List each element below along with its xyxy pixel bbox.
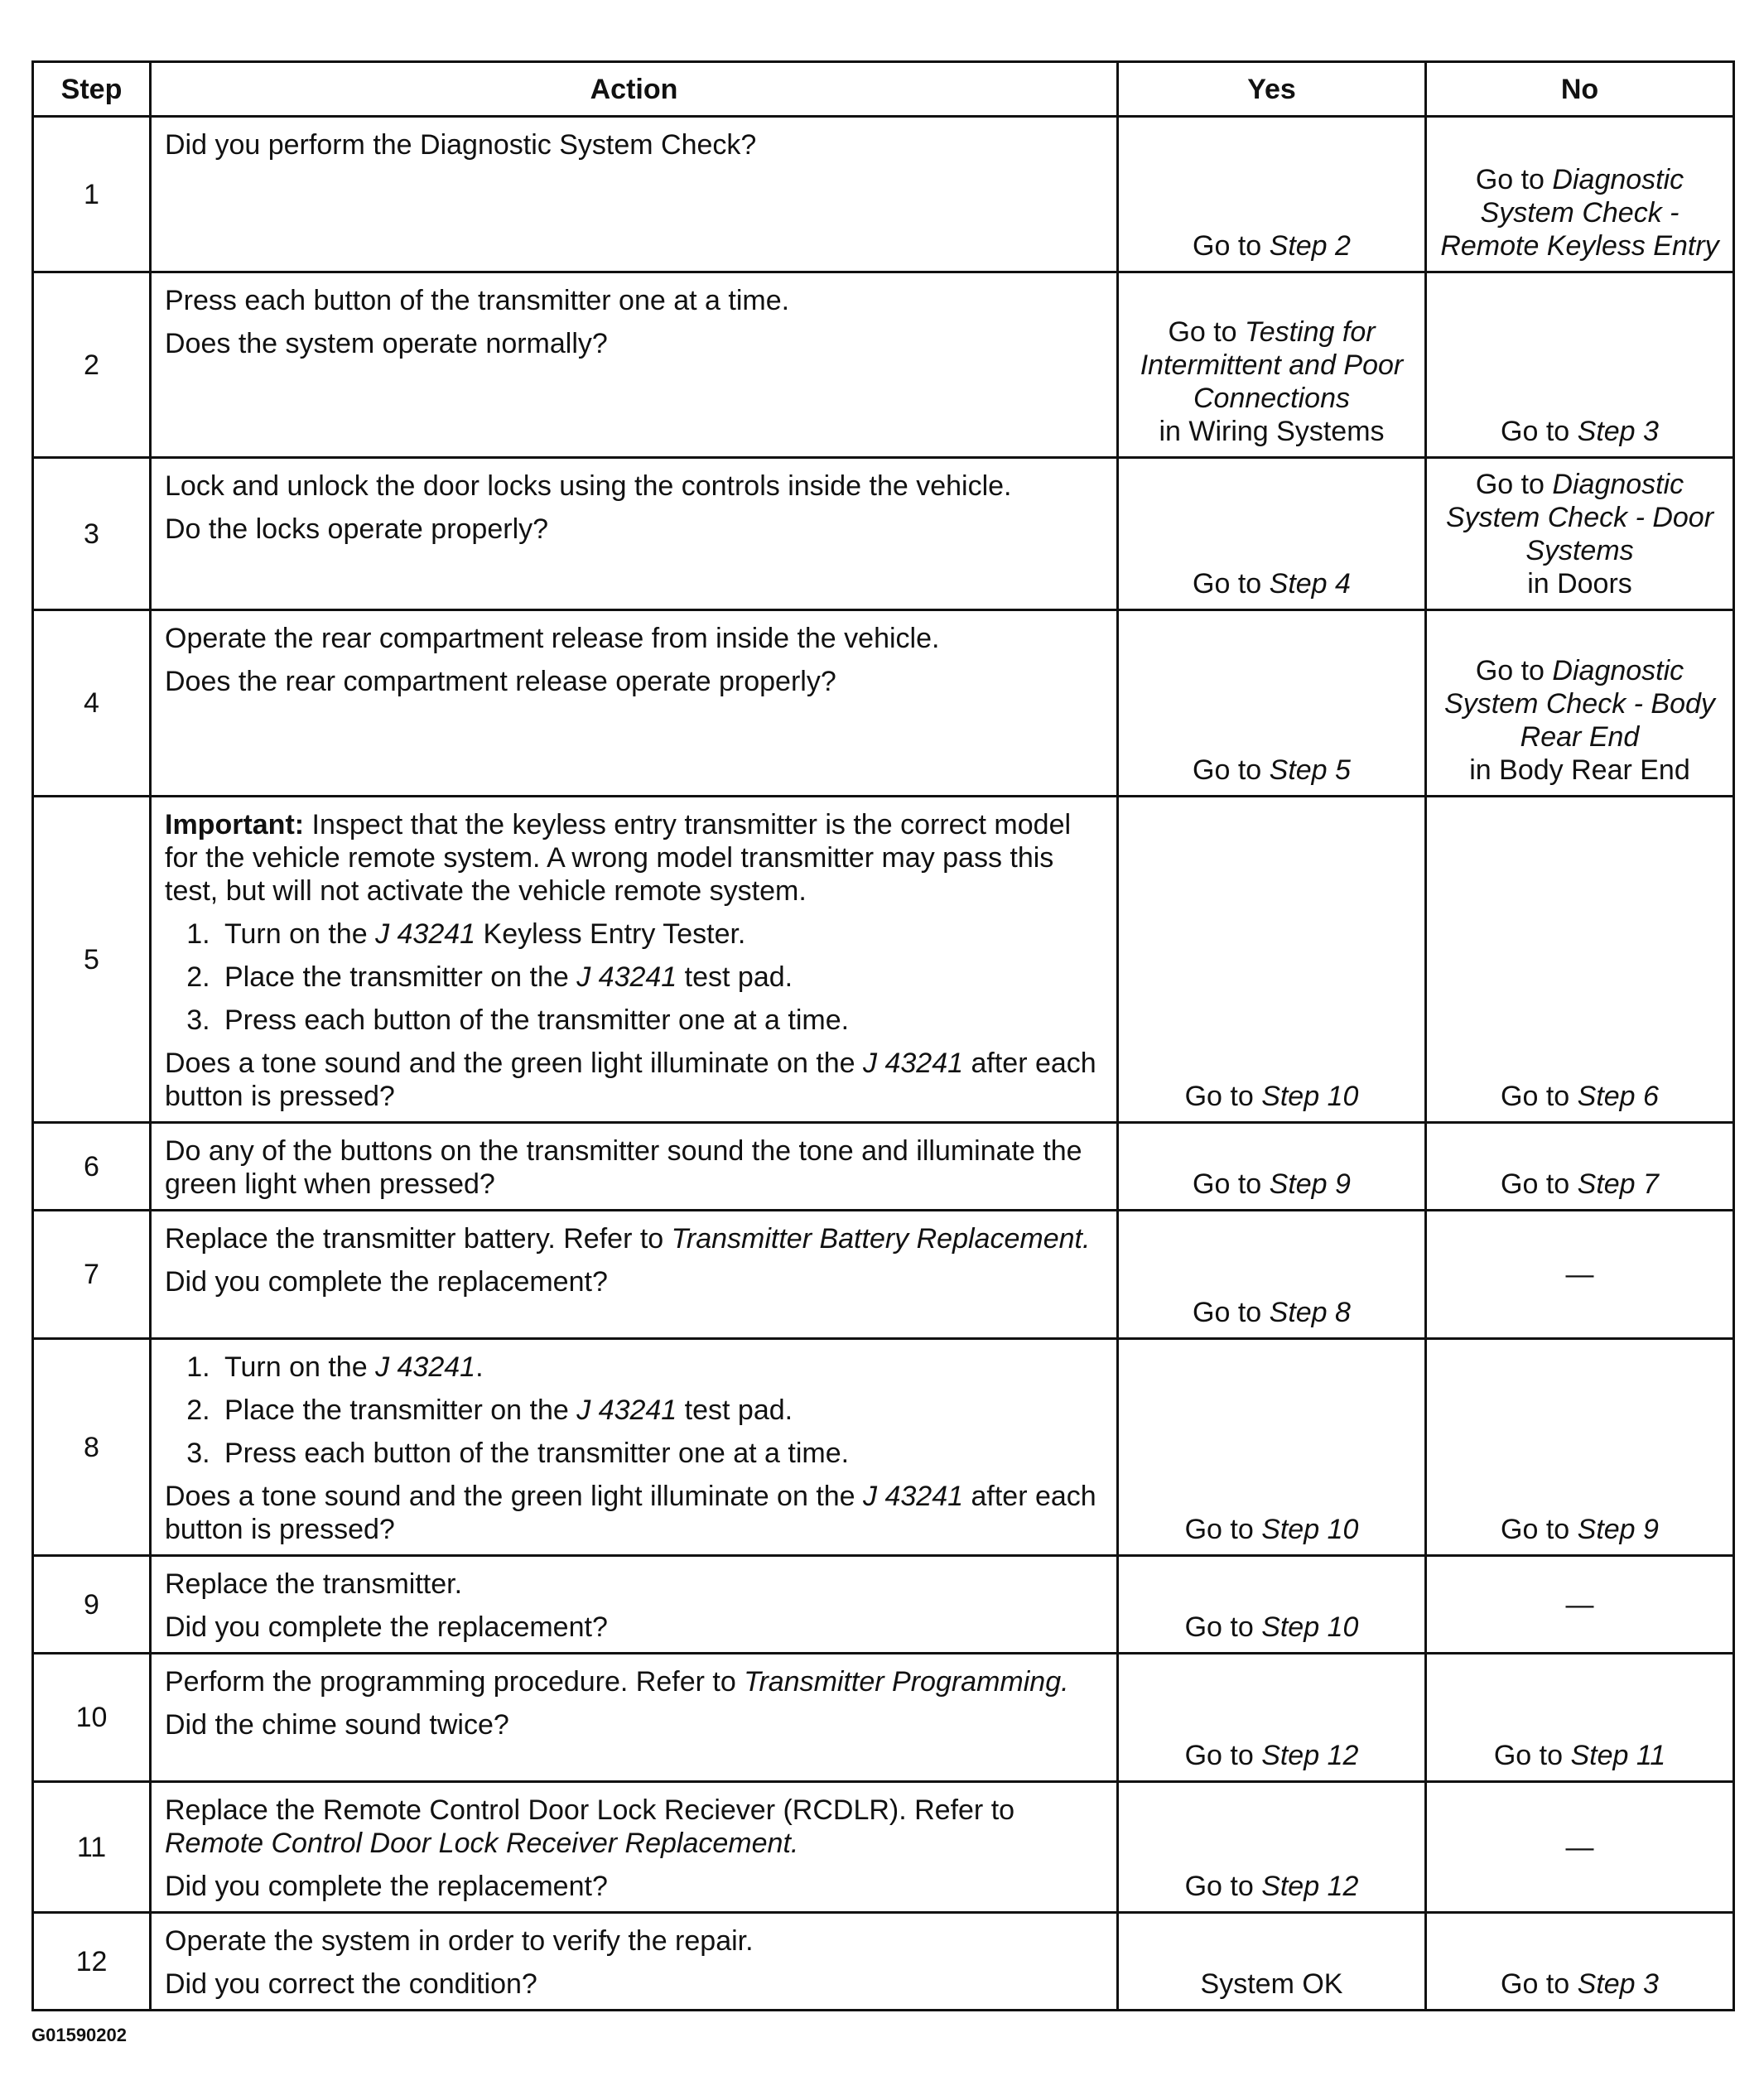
yes-prefix: Go to — [1193, 1297, 1270, 1328]
action-cell — [151, 1123, 1118, 1211]
yes-target: Step 9 — [1269, 1168, 1351, 1200]
action-question: Did you complete the replacement? — [165, 1871, 608, 1902]
step-number: 9 — [33, 1556, 151, 1654]
yes-prefix: Go to — [1193, 1168, 1270, 1200]
step-number: 7 — [33, 1211, 151, 1339]
action-cell — [151, 272, 1118, 458]
list-item-text: test pad. — [677, 1394, 793, 1426]
numbered-steps — [165, 1351, 1105, 1470]
yes-prefix: Go to — [1193, 568, 1270, 600]
no-prefix: Go to — [1475, 655, 1553, 686]
action-text-part: Replace the transmitter battery. Refer to — [165, 1223, 672, 1255]
action-question: Do any of the buttons on the transmitter sound the tone and illuminate the green light when pressed? — [165, 1135, 1082, 1200]
no-target: Diagnostic System Check - Remote Keyless Entry — [1440, 164, 1719, 262]
action-cell — [151, 458, 1118, 610]
action-text: Press each button of the transmitter one at a time. — [165, 285, 790, 316]
step-number: 12 — [33, 1913, 151, 2011]
step-number: 6 — [33, 1123, 151, 1211]
no-cell — [1426, 1123, 1734, 1211]
tool-ref: J 43241 — [375, 918, 476, 950]
action-cell — [151, 610, 1118, 797]
yes-cell — [1118, 1913, 1426, 2011]
action-cell — [151, 1211, 1118, 1339]
yes-cell — [1118, 797, 1426, 1123]
list-item — [218, 1394, 1105, 1427]
no-cell — [1426, 1556, 1734, 1654]
yes-target: Step 10 — [1261, 1611, 1359, 1643]
step-number: 1 — [33, 117, 151, 272]
no-target: Step 3 — [1577, 1968, 1659, 2000]
table-row — [33, 458, 1734, 610]
header-yes: Yes — [1118, 62, 1426, 117]
list-item-text: . — [475, 1351, 484, 1383]
action-cell — [151, 1339, 1118, 1556]
action-text — [165, 1665, 1105, 1698]
yes-cell — [1118, 1556, 1426, 1654]
yes-cell — [1118, 458, 1426, 610]
yes-prefix: Go to — [1184, 1740, 1262, 1771]
no-cell — [1426, 1913, 1734, 2011]
yes-prefix: Go to — [1193, 754, 1270, 786]
no-cell — [1426, 117, 1734, 272]
yes-suffix: in Wiring Systems — [1159, 416, 1385, 447]
action-text: Operate the rear compartment release from inside the vehicle. — [165, 623, 940, 654]
question-text: Does a tone sound and the green light illuminate on the — [165, 1481, 864, 1512]
step-number: 5 — [33, 797, 151, 1123]
action-question: Did you complete the replacement? — [165, 1611, 608, 1643]
tool-ref: J 43241 — [863, 1481, 964, 1512]
yes-target: Step 12 — [1261, 1740, 1359, 1771]
no-target: Step 9 — [1577, 1514, 1659, 1545]
list-item-text: Place the transmitter on the — [224, 1394, 577, 1426]
yes-target: Step 8 — [1269, 1297, 1351, 1328]
yes-value: System OK — [1200, 1968, 1343, 2000]
no-prefix: Go to — [1501, 1168, 1578, 1200]
list-item-text: Turn on the — [224, 918, 376, 950]
action-cell — [151, 1556, 1118, 1654]
yes-target: Testing for Intermittent and Poor Connections — [1140, 316, 1404, 414]
yes-target: Step 4 — [1269, 568, 1351, 600]
numbered-steps — [165, 918, 1105, 1037]
no-prefix: Go to — [1493, 1740, 1571, 1771]
no-prefix: Go to — [1475, 164, 1553, 195]
list-item — [218, 1351, 1105, 1384]
table-row — [33, 1339, 1734, 1556]
action-question — [165, 1480, 1105, 1546]
table-row — [33, 272, 1734, 458]
yes-target: Step 5 — [1269, 754, 1351, 786]
list-item-text: Turn on the — [224, 1351, 376, 1383]
table-row — [33, 1913, 1734, 2011]
procedure-ref: Transmitter Battery Replacement. — [671, 1223, 1091, 1255]
important-text: Inspect that the keyless entry transmitter is the correct model for the vehicle remote system. A wrong model transmitter may pass this test, but will not activate the vehicle remote system. — [165, 809, 1072, 907]
yes-prefix: Go to — [1193, 230, 1270, 262]
step-number: 10 — [33, 1654, 151, 1782]
no-value: — — [1565, 1831, 1594, 1863]
yes-prefix: Go to — [1184, 1514, 1262, 1545]
action-cell — [151, 1654, 1118, 1782]
action-text — [165, 1794, 1105, 1860]
no-prefix: Go to — [1475, 469, 1553, 500]
table-row — [33, 797, 1734, 1123]
list-item: 3. Press each button of the transmitter one at a time. — [218, 1004, 1105, 1037]
action-question — [165, 1047, 1105, 1113]
yes-cell — [1118, 1339, 1426, 1556]
important-label: Important: — [165, 809, 305, 840]
step-number: 8 — [33, 1339, 151, 1556]
question-text: Does a tone sound and the green light illuminate on the — [165, 1048, 864, 1079]
table-row — [33, 610, 1734, 797]
no-target: Diagnostic System Check - Body Rear End — [1444, 655, 1715, 753]
yes-prefix: Go to — [1184, 1611, 1262, 1643]
no-cell — [1426, 1339, 1734, 1556]
yes-cell — [1118, 1211, 1426, 1339]
no-prefix: Go to — [1501, 1081, 1578, 1112]
action-question: Does the system operate normally? — [165, 328, 608, 359]
header-step: Step — [33, 62, 151, 117]
no-target: Step 3 — [1577, 416, 1659, 447]
action-question: Did you complete the replacement? — [165, 1266, 608, 1298]
action-cell — [151, 1782, 1118, 1913]
yes-target: Step 10 — [1261, 1514, 1359, 1545]
table-row — [33, 1211, 1734, 1339]
step-number: 3 — [33, 458, 151, 610]
important-note — [165, 808, 1105, 908]
no-suffix: in Body Rear End — [1469, 754, 1690, 786]
yes-cell — [1118, 117, 1426, 272]
procedure-ref: Remote Control Door Lock Receiver Replacement. — [165, 1828, 799, 1859]
action-cell — [151, 1913, 1118, 2011]
header-row — [33, 62, 1734, 117]
step-number: 11 — [33, 1782, 151, 1913]
no-cell — [1426, 1782, 1734, 1913]
action-cell — [151, 797, 1118, 1123]
list-item: 3. Press each button of the transmitter one at a time. — [218, 1437, 1105, 1470]
list-item — [218, 961, 1105, 994]
no-target: Step 6 — [1577, 1081, 1659, 1112]
yes-prefix: Go to — [1184, 1081, 1262, 1112]
procedure-ref: Transmitter Programming. — [744, 1666, 1069, 1698]
tool-ref: J 43241 — [576, 961, 677, 993]
list-item — [218, 918, 1105, 951]
tool-ref: J 43241 — [375, 1351, 476, 1383]
no-prefix: Go to — [1501, 1968, 1578, 2000]
question-text: after each button is pressed? — [165, 1481, 1096, 1545]
no-cell — [1426, 272, 1734, 458]
yes-cell — [1118, 1123, 1426, 1211]
tool-ref: J 43241 — [576, 1394, 677, 1426]
table-row — [33, 1782, 1734, 1913]
action-cell — [151, 117, 1118, 272]
yes-cell — [1118, 1782, 1426, 1913]
action-text: Lock and unlock the door locks using the controls inside the vehicle. — [165, 470, 1012, 502]
step-number: 4 — [33, 610, 151, 797]
list-item-text: Keyless Entry Tester. — [475, 918, 746, 950]
yes-cell — [1118, 1654, 1426, 1782]
no-cell — [1426, 1211, 1734, 1339]
no-cell — [1426, 1654, 1734, 1782]
table-row — [33, 1123, 1734, 1211]
yes-prefix: Go to — [1184, 1871, 1262, 1902]
yes-cell — [1118, 272, 1426, 458]
header-no: No — [1426, 62, 1734, 117]
tool-ref: J 43241 — [863, 1048, 964, 1079]
step-number: 2 — [33, 272, 151, 458]
no-suffix: in Doors — [1527, 568, 1632, 600]
no-prefix: Go to — [1501, 1514, 1578, 1545]
yes-target: Step 2 — [1269, 230, 1351, 262]
yes-prefix: Go to — [1168, 316, 1246, 348]
list-item-text: Place the transmitter on the — [224, 961, 577, 993]
figure-id: G01590202 — [31, 2025, 127, 2045]
no-value: — — [1565, 1588, 1594, 1621]
no-target: Step 11 — [1570, 1740, 1666, 1771]
action-text: Operate the system in order to verify the repair. — [165, 1925, 754, 1957]
action-text-part: Perform the programming procedure. Refer to — [165, 1666, 745, 1698]
no-prefix: Go to — [1501, 416, 1578, 447]
no-cell — [1426, 458, 1734, 610]
action-question: Did the chime sound twice? — [165, 1709, 509, 1741]
yes-target: Step 12 — [1261, 1871, 1359, 1902]
table-row — [33, 117, 1734, 272]
no-cell — [1426, 797, 1734, 1123]
action-text-part: Replace the Remote Control Door Lock Reciever (RCDLR). Refer to — [165, 1794, 1015, 1826]
no-cell — [1426, 610, 1734, 797]
no-target: Diagnostic System Check - Door Systems — [1445, 469, 1714, 566]
action-text — [165, 1222, 1105, 1255]
table-row — [33, 1654, 1734, 1782]
table-row — [33, 1556, 1734, 1654]
action-text: Replace the transmitter. — [165, 1568, 463, 1600]
list-item-text: test pad. — [677, 961, 793, 993]
header-action: Action — [151, 62, 1118, 117]
yes-target: Step 10 — [1261, 1081, 1359, 1112]
question-text: after each button is pressed? — [165, 1048, 1096, 1112]
action-question: Do the locks operate properly? — [165, 513, 549, 545]
no-value: — — [1565, 1259, 1594, 1290]
action-question: Does the rear compartment release operate properly? — [165, 666, 836, 697]
diagnostic-table — [31, 60, 1735, 2011]
action-text: Did you perform the Diagnostic System Check? — [165, 129, 757, 161]
action-question: Did you correct the condition? — [165, 1968, 537, 2000]
yes-cell — [1118, 610, 1426, 797]
no-target: Step 7 — [1577, 1168, 1659, 1200]
